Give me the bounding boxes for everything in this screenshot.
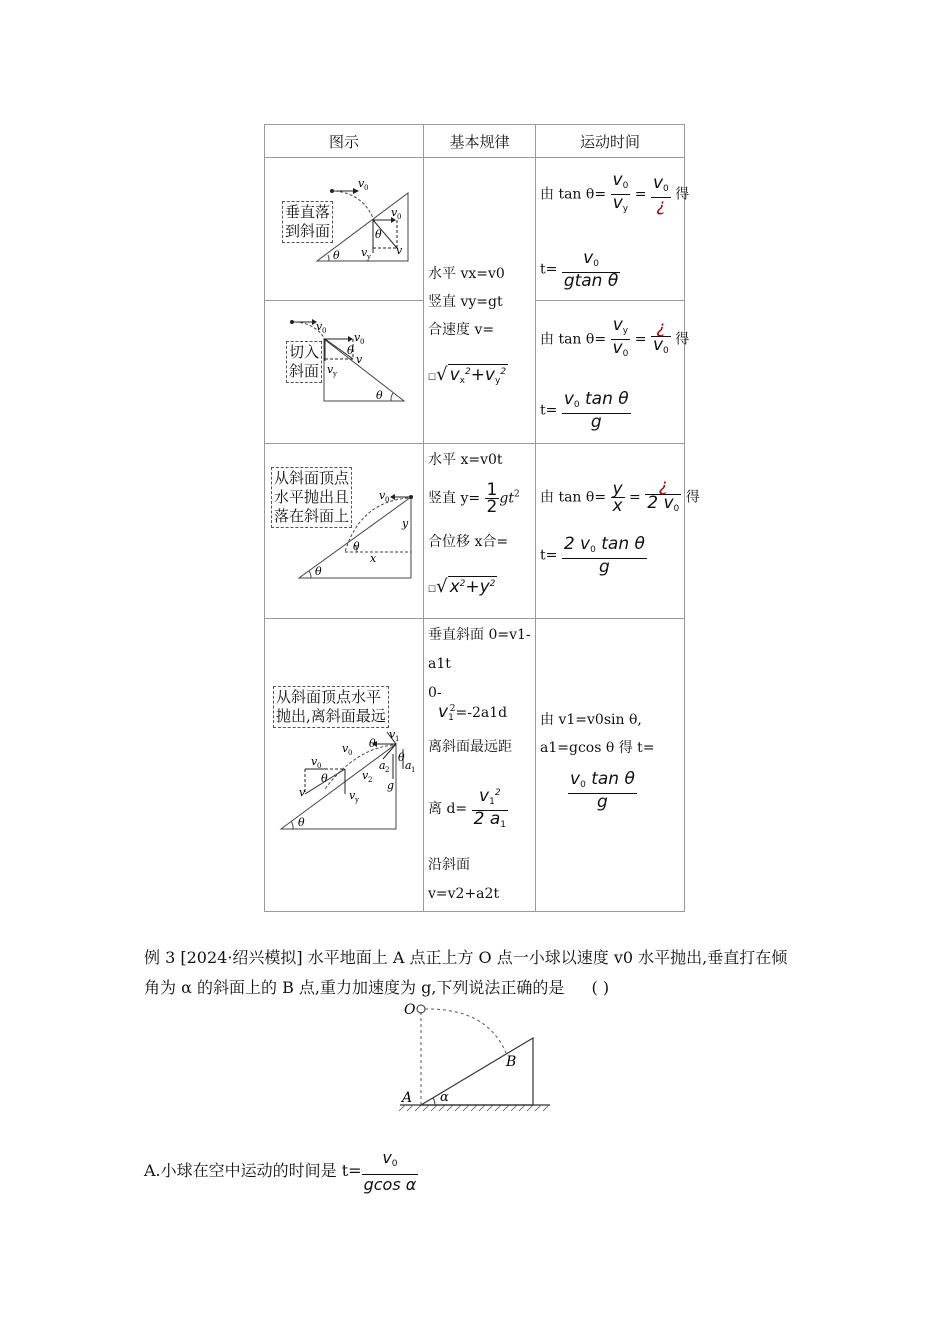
svg-text:θ: θ bbox=[347, 344, 354, 357]
svg-text:v: v bbox=[342, 742, 349, 755]
fraction: $\frac{2 v_0 \tan \theta}{g}$ bbox=[563, 534, 645, 577]
example-figure bbox=[395, 998, 555, 1116]
fraction: $\frac{v_0}{¿}$ bbox=[652, 173, 669, 216]
time-text: = bbox=[634, 331, 647, 348]
diagram-label-4 bbox=[273, 686, 389, 728]
svg-text:1: 1 bbox=[411, 766, 416, 774]
svg-text:v: v bbox=[316, 320, 323, 333]
example-line-2 bbox=[144, 978, 609, 998]
header-time: 运动时间 bbox=[536, 125, 685, 158]
svg-text:g: g bbox=[387, 779, 395, 792]
diagram-label-2 bbox=[286, 341, 322, 383]
diagram-label-3 bbox=[271, 467, 352, 528]
table-row bbox=[265, 619, 685, 912]
time-result-1 bbox=[540, 250, 620, 289]
sqrt-expression: ☐√ $x^2+y^2$ bbox=[428, 576, 496, 597]
time-text: 由 tan θ= bbox=[540, 489, 607, 506]
time-text: 由 tan θ= bbox=[540, 331, 607, 348]
svg-text:0: 0 bbox=[317, 762, 322, 770]
law-text: 离斜面最远距 bbox=[428, 739, 512, 755]
diagram-cell-3 bbox=[265, 444, 424, 619]
fraction: $\frac{v_0 \tan \theta}{g}$ bbox=[570, 769, 635, 812]
svg-text:v: v bbox=[396, 244, 403, 257]
sqrt-expression: ☐√ $v_x^2+v_y^2$ bbox=[428, 364, 507, 386]
time-text: 得 bbox=[685, 489, 700, 506]
fraction: $\frac{v_y}{v_0}$ bbox=[612, 315, 629, 359]
label-a: A bbox=[402, 1090, 413, 1106]
time-relation-3 bbox=[540, 478, 700, 517]
svg-text:y: y bbox=[367, 253, 371, 261]
law-text: 水平 vx=v0 bbox=[428, 266, 505, 282]
svg-text:v: v bbox=[356, 353, 363, 366]
svg-text:θ: θ bbox=[375, 228, 382, 241]
svg-text:a: a bbox=[379, 759, 386, 772]
law-max-distance bbox=[428, 739, 512, 755]
law-text: =-2a1d bbox=[455, 705, 508, 721]
svg-text:θ: θ bbox=[353, 540, 360, 553]
svg-text:θ: θ bbox=[321, 772, 328, 785]
svg-text:v: v bbox=[299, 786, 306, 799]
fraction: $\frac{v_1^2}{2 a_1}$ bbox=[473, 786, 506, 830]
svg-text:θ: θ bbox=[376, 389, 383, 402]
label-line: 从斜面顶点 bbox=[274, 469, 350, 487]
svg-text:v: v bbox=[358, 177, 365, 190]
svg-text:2: 2 bbox=[368, 776, 373, 784]
law-text: v=v2+a2t bbox=[428, 886, 500, 902]
option-a bbox=[144, 1148, 418, 1195]
option-a-text: A.小球在空中运动的时间是 t= bbox=[144, 1161, 362, 1180]
svg-text:0: 0 bbox=[397, 213, 402, 221]
header-law: 基本规律 bbox=[424, 125, 536, 158]
diagram-cell-2 bbox=[265, 301, 424, 444]
time-text: t= bbox=[540, 402, 558, 419]
svg-text:v: v bbox=[379, 489, 386, 502]
fraction: $\frac{v_0 \tan \theta}{g}$ bbox=[563, 389, 629, 432]
law-displacement bbox=[428, 534, 508, 550]
svg-text:θ: θ bbox=[298, 816, 305, 829]
fraction: $\frac{¿}{v_0}$ bbox=[652, 318, 669, 356]
time-relation-2 bbox=[540, 317, 689, 362]
example-line-1: 例 3 [2024·绍兴模拟] 水平地面上 A 点正上方 O 点一小球以速度 v0 水平抛出,垂直打在倾 bbox=[144, 948, 788, 967]
law-text: 沿斜面 bbox=[428, 857, 470, 873]
fraction: $\frac{v_0}{\text{gtan θ}}$ bbox=[563, 248, 619, 291]
svg-text:v: v bbox=[362, 769, 369, 782]
svg-text:y: y bbox=[402, 517, 409, 530]
svg-text:y: y bbox=[355, 796, 359, 804]
law-horizontal bbox=[428, 452, 503, 468]
law-resultant bbox=[428, 322, 494, 338]
table-row bbox=[265, 444, 685, 619]
law-cell-3 bbox=[424, 444, 536, 619]
law-cell-1 bbox=[424, 158, 536, 444]
example-text: 角为 α 的斜面上的 B 点,重力加速度为 g,下列说法正确的是 bbox=[144, 978, 565, 997]
fraction: $\frac{v_0}{v_y}$ bbox=[612, 170, 629, 214]
label-o: O bbox=[404, 1002, 416, 1018]
fraction: $\frac{v_0}{\text{gcos α}}$ bbox=[363, 1148, 417, 1194]
diagram-cell-1 bbox=[265, 158, 424, 301]
farthest-point-diagram bbox=[265, 619, 423, 911]
law-text: 竖直 vy=gt bbox=[428, 294, 503, 310]
law-cell-4 bbox=[424, 619, 536, 912]
svg-text:θ: θ bbox=[333, 249, 340, 262]
time-relation-4 bbox=[540, 712, 642, 728]
law-text: 竖直 y= bbox=[428, 490, 481, 507]
law-distance-formula bbox=[428, 785, 508, 833]
time-text: 得 bbox=[675, 331, 690, 348]
law-velocity bbox=[428, 886, 499, 902]
label-line: 斜面 bbox=[289, 362, 320, 380]
summary-table bbox=[264, 124, 700, 912]
svg-text:x: x bbox=[370, 552, 377, 565]
law-perpendicular-b bbox=[428, 656, 451, 672]
label-b: B bbox=[506, 1054, 517, 1070]
law-text: 合位移 x合= bbox=[428, 534, 509, 550]
time-relation-1 bbox=[540, 172, 689, 217]
svg-text:θ: θ bbox=[315, 565, 322, 578]
law-kinematic: 0- $v_1^2=-2a1d$ bbox=[428, 685, 508, 723]
time-text: t= bbox=[540, 261, 558, 278]
label-line: 到斜面 bbox=[285, 222, 331, 240]
diagram-cell-4 bbox=[265, 619, 424, 912]
table-header-row bbox=[265, 125, 685, 158]
svg-text:v: v bbox=[389, 728, 396, 741]
svg-text:a: a bbox=[405, 759, 412, 772]
law-along-slope bbox=[428, 857, 470, 873]
time-cell-3 bbox=[536, 444, 700, 619]
law-text: 0- bbox=[428, 685, 442, 701]
label-line: 落在斜面上 bbox=[274, 507, 350, 525]
time-cell-1 bbox=[536, 158, 690, 301]
diagram-label-1 bbox=[282, 201, 333, 243]
time-cell-2 bbox=[536, 301, 690, 444]
svg-text:2: 2 bbox=[385, 766, 390, 774]
svg-text:v: v bbox=[311, 755, 318, 768]
svg-text:0: 0 bbox=[322, 327, 327, 335]
label-line: 水平抛出且 bbox=[274, 488, 350, 506]
svg-text:v: v bbox=[327, 363, 334, 376]
label-line: 切入 bbox=[289, 343, 320, 361]
time-cell-4 bbox=[536, 619, 685, 912]
time-text: t= bbox=[540, 547, 558, 564]
time-text: = bbox=[634, 186, 647, 203]
fraction: $\frac{1}{2}$ bbox=[486, 480, 498, 517]
time-text: 得 bbox=[675, 186, 690, 203]
label-line: 抛出,离斜面最远 bbox=[276, 707, 386, 725]
svg-text:θ: θ bbox=[398, 751, 405, 764]
law-text: 离 d= bbox=[428, 801, 468, 817]
svg-text:1: 1 bbox=[395, 735, 400, 743]
time-text: a1=gcos θ 得 t= bbox=[540, 740, 655, 756]
law-vertical: 竖直 y= $\frac{1}{2}$ $gt^2$ bbox=[428, 480, 520, 517]
answer-bracket: ( ) bbox=[591, 978, 610, 997]
svg-text:0: 0 bbox=[364, 184, 369, 192]
law-vertical bbox=[428, 294, 503, 310]
table-row bbox=[265, 158, 685, 301]
svg-text:y: y bbox=[333, 370, 337, 378]
fraction: $\frac{y}{x}$ bbox=[612, 479, 623, 516]
time-relation-4b bbox=[540, 740, 655, 756]
svg-text:0: 0 bbox=[360, 338, 365, 346]
time-text: 由 v1=v0sin θ, bbox=[540, 712, 642, 728]
svg-text:v: v bbox=[349, 789, 356, 802]
law-perpendicular bbox=[428, 627, 531, 643]
law-text: 合速度 v= bbox=[428, 322, 495, 338]
time-result-3 bbox=[540, 536, 647, 575]
law-text: a1t bbox=[428, 656, 451, 672]
time-text: = bbox=[629, 489, 641, 506]
svg-text:θ: θ bbox=[369, 737, 376, 750]
time-text: 由 tan θ= bbox=[540, 186, 607, 203]
law-text: 水平 x=v0t bbox=[428, 452, 503, 468]
label-line: 垂直落 bbox=[285, 203, 331, 221]
svg-text:v: v bbox=[391, 206, 398, 219]
time-result-4 bbox=[568, 771, 637, 810]
fraction: $\frac{¿}{2 v_0}$ bbox=[647, 476, 680, 514]
label-alpha: α bbox=[440, 1090, 449, 1105]
time-result-2 bbox=[540, 391, 631, 430]
svg-text:v: v bbox=[361, 246, 368, 259]
header-diagram: 图示 bbox=[265, 125, 424, 158]
law-horizontal bbox=[428, 266, 505, 282]
svg-text:0: 0 bbox=[385, 496, 390, 504]
svg-text:0: 0 bbox=[348, 749, 353, 757]
svg-text:v: v bbox=[354, 331, 361, 344]
law-text: 垂直斜面 0=v1- bbox=[428, 627, 531, 643]
label-line: 从斜面顶点水平 bbox=[276, 688, 382, 706]
